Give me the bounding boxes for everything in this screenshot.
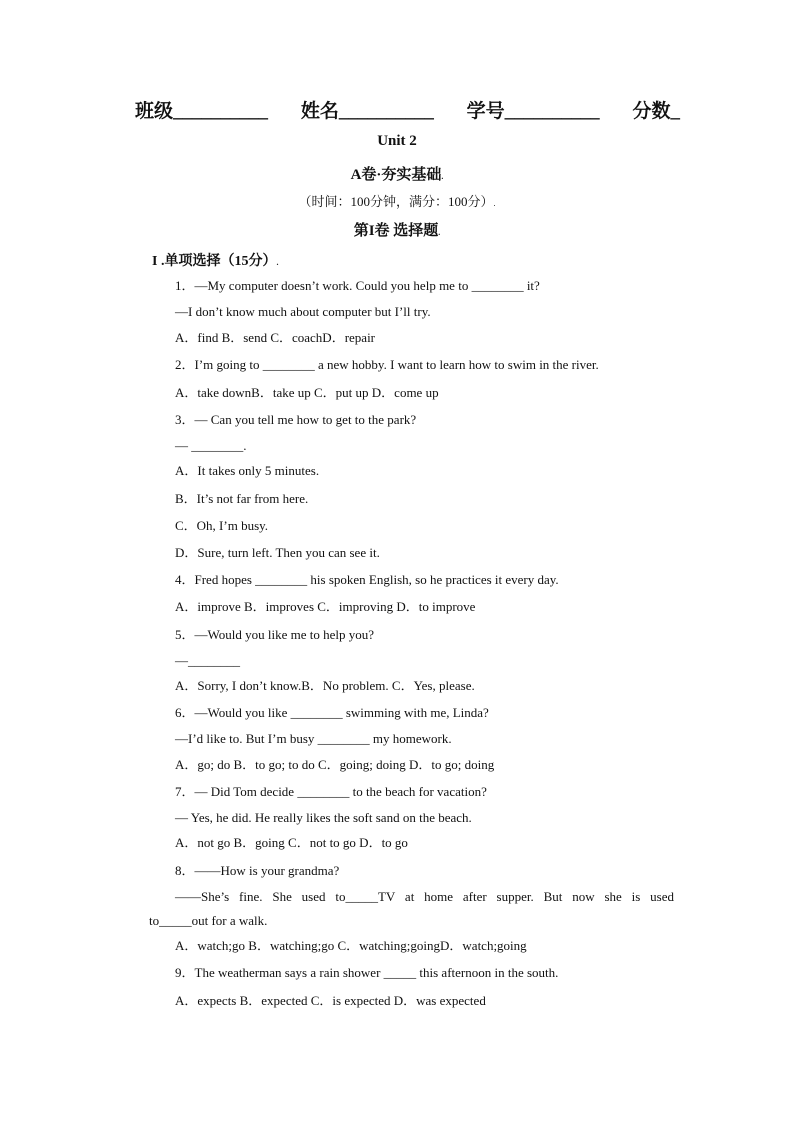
question-6: 6．—Would you like ________ swimming with me, Linda?: [175, 705, 489, 720]
question-1-options: A．find B．send C．coachD．repair: [175, 330, 376, 345]
question-4-options: A．improve B．improves C．improving D．to improve: [175, 599, 476, 614]
question-3: 3．— Can you tell me how to get to the park?: [175, 412, 417, 427]
student-info-header: [135, 96, 680, 123]
question-9: 9．The weatherman says a rain shower _____ this afternoon in the south.: [175, 965, 559, 980]
time-score-info: （时间：100分钟，满分：100分）.: [298, 194, 496, 209]
question-1-reply: —I don’t know much about computer but I’ll try.: [175, 304, 431, 319]
question-9-options: A．expects B．expected C．is expected D．was expected: [175, 993, 486, 1008]
question-3-reply: — ________.: [175, 438, 247, 453]
question-2: 2．I’m going to ________ a new hobby. I want to learn how to swim in the river.: [175, 357, 599, 372]
section-heading: I .单项选择（15分）.: [152, 254, 279, 269]
question-8-reply: ——She’s fine. She used to_____TV at home after supper. But now she is used: [175, 889, 674, 904]
question-8: 8．——How is your grandma?: [175, 863, 340, 878]
volume-title: 第I卷 选择题.: [353, 223, 441, 239]
question-7-reply: — Yes, he did. He really likes the soft sand on the beach.: [175, 810, 472, 825]
question-3-option-c: C．Oh, I’m busy.: [175, 518, 269, 533]
name-field: 姓名__________: [300, 101, 434, 122]
question-5-reply: —________: [175, 653, 240, 668]
question-3-option-d: D．Sure, turn left. Then you can see it.: [175, 545, 380, 560]
question-6-reply: —I’d like to. But I’m busy ________ my homework.: [175, 731, 452, 746]
question-6-options: A．go; do B．to go; to do C．going; doing D．to go; doing: [175, 757, 495, 772]
question-2-options: A．take downB．take up C．put up D．come up: [175, 385, 439, 400]
question-3-option-a: A．It takes only 5 minutes.: [175, 463, 320, 478]
question-7-options: A．not go B．going C．not to go D．to go: [175, 835, 408, 850]
class-field: 班级__________: [135, 101, 269, 122]
unit-title: Unit 2: [377, 133, 417, 149]
question-8-options: A．watch;go B．watching;go C．watching;goingD．watch;going: [175, 938, 527, 953]
question-5-options: A．Sorry, I don’t know.B．No problem. C．Yes, please.: [175, 678, 475, 693]
question-3-option-b: B．It’s not far from here.: [175, 491, 309, 506]
question-4: 4．Fred hopes ________ his spoken English, so he practices it every day.: [175, 572, 559, 587]
student-number-field: 学号__________: [466, 101, 600, 122]
question-8-reply-continued: to_____out for a walk.: [149, 913, 268, 928]
part-a-title: A卷·夯实基础.: [350, 167, 444, 183]
score-field: 分数_: [632, 101, 680, 122]
question-7: 7．— Did Tom decide ________ to the beach for vacation?: [175, 784, 487, 799]
question-5: 5．—Would you like me to help you?: [175, 627, 374, 642]
question-1: 1．—My computer doesn’t work. Could you help me to ________ it?: [175, 278, 540, 293]
